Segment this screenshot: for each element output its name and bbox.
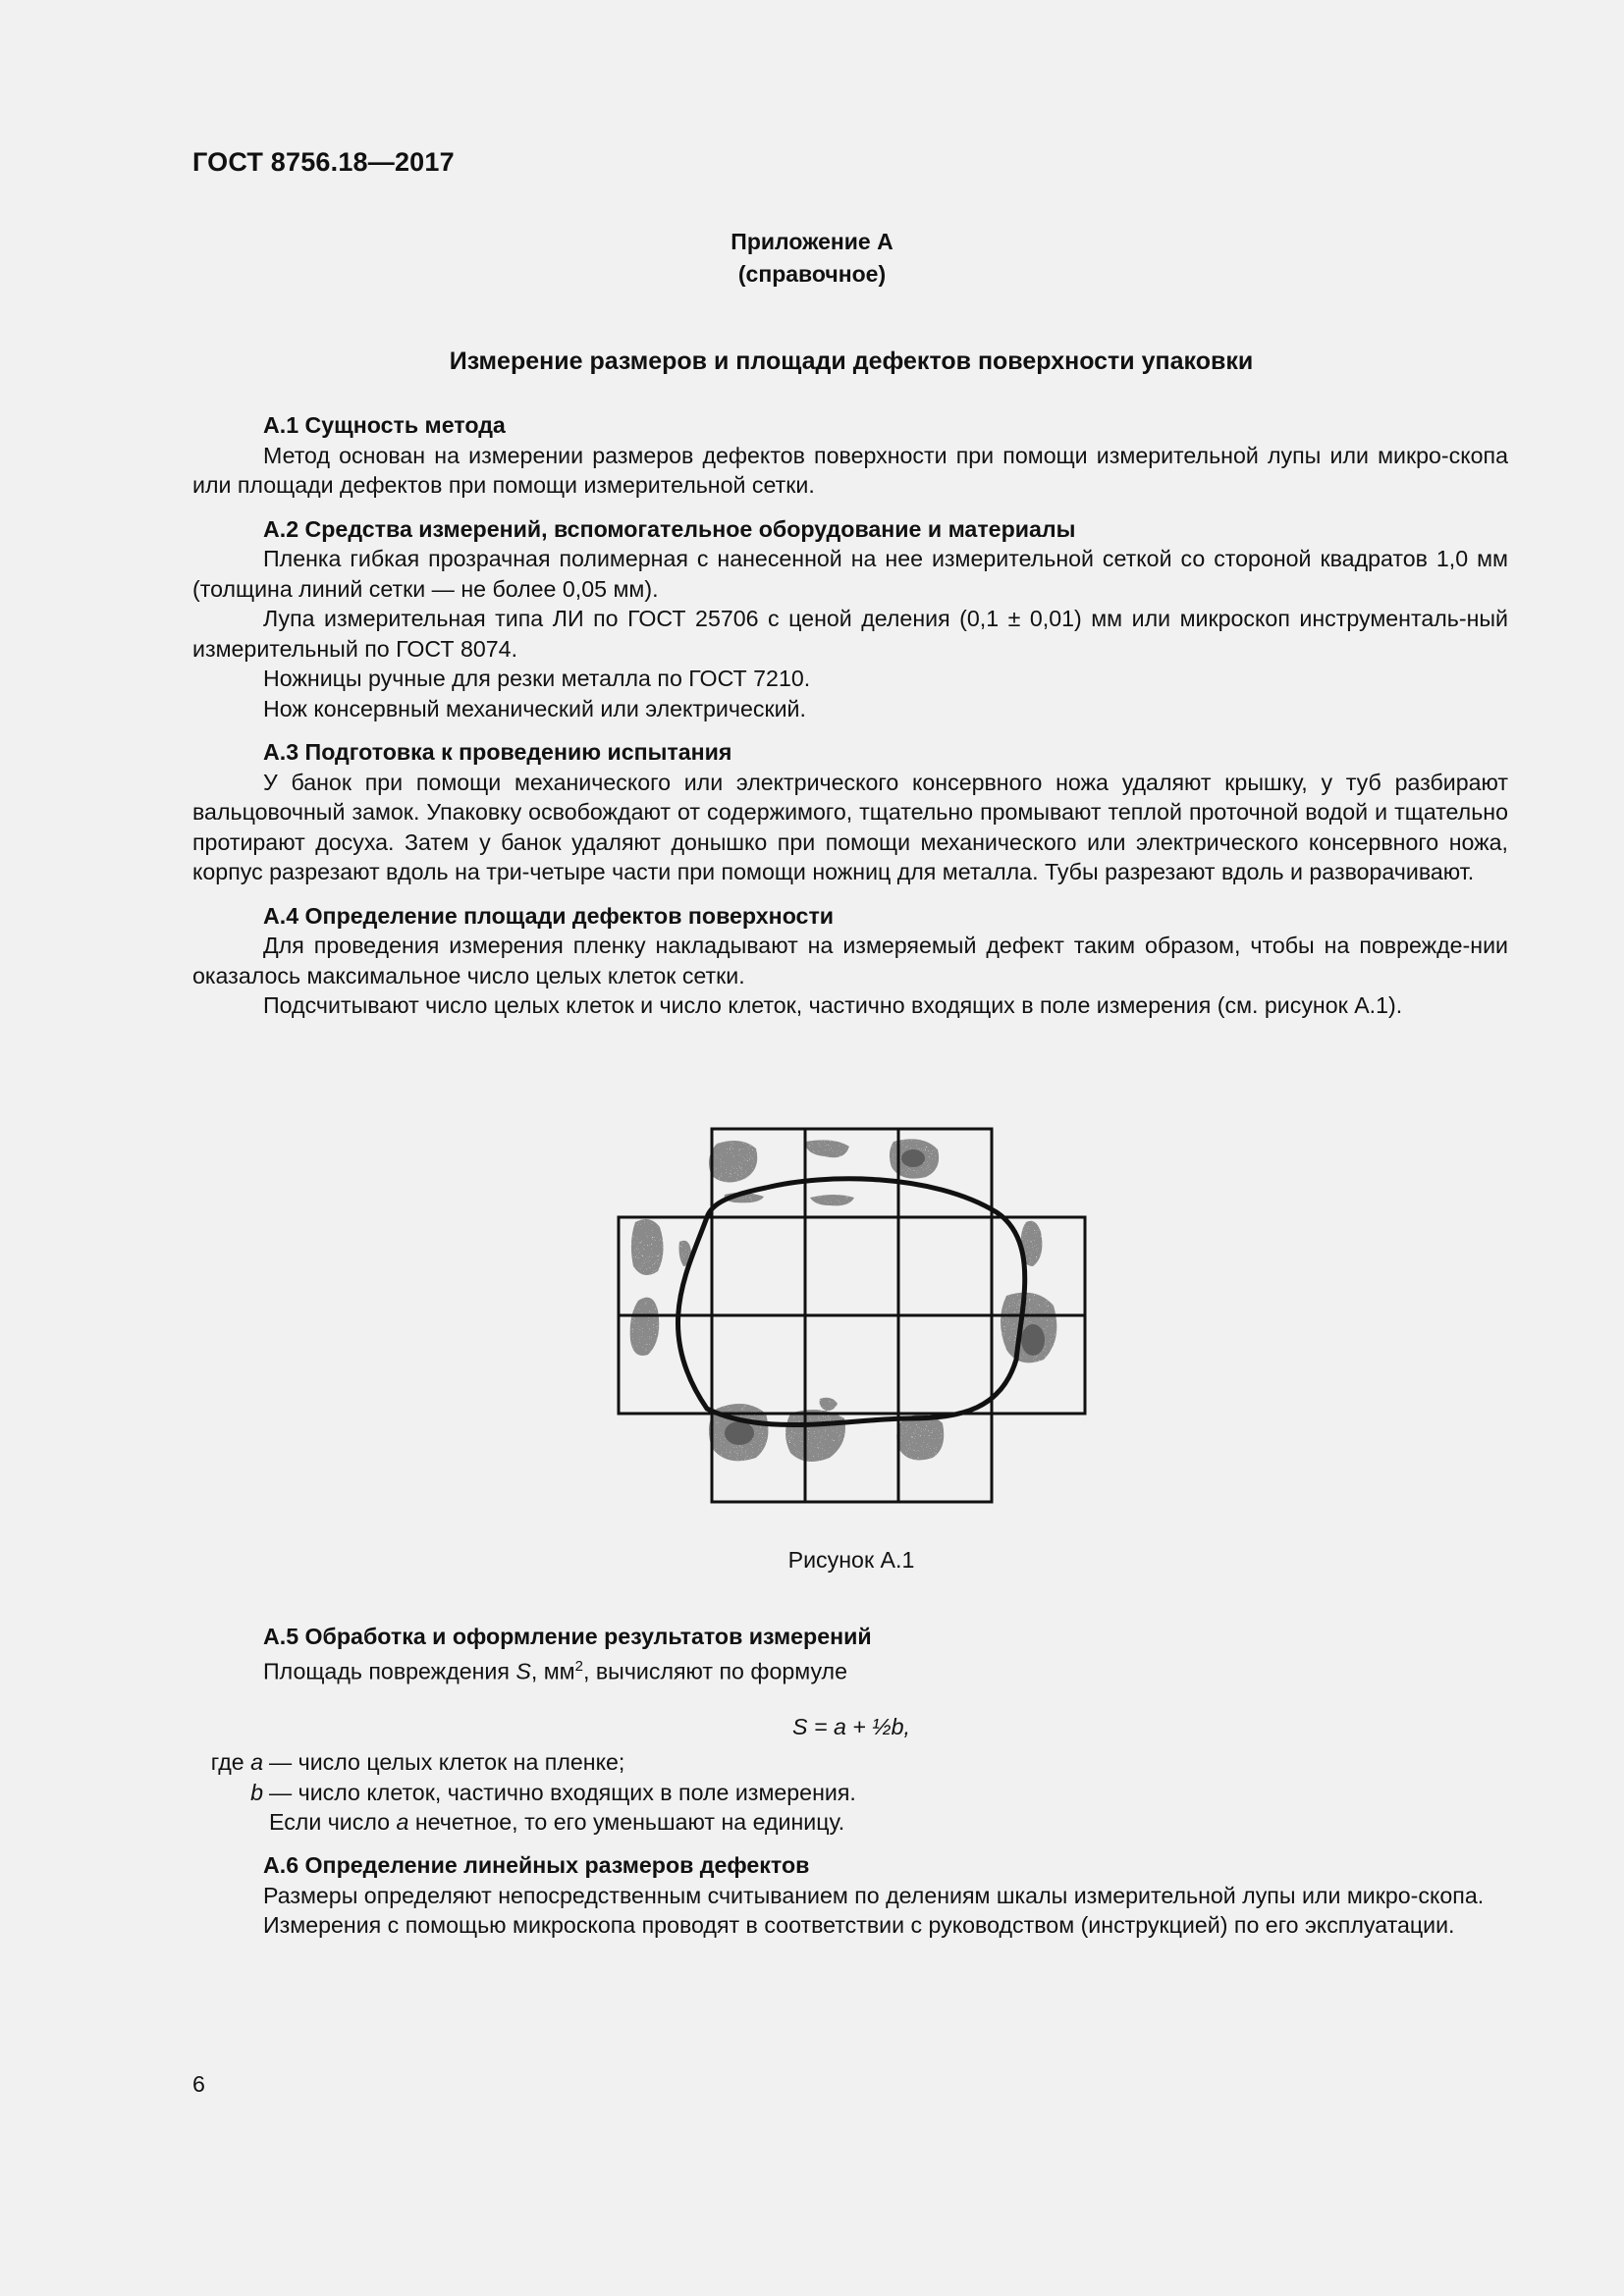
superscript: 2 — [574, 1657, 583, 1675]
var-label — [192, 1778, 269, 1808]
section-a3 — [192, 737, 1508, 887]
defect-outline — [677, 1179, 1024, 1425]
annex-heading — [0, 226, 1624, 291]
note-text — [269, 1807, 844, 1838]
paragraph: Пленка гибкая прозрачная полимерная с нанесенной на нее измерительной сеткой со стороной квадратов 1,0 мм (толщина линий сетки — не более 0,05 мм). — [192, 546, 1508, 602]
definition-text: — число целых клеток на пленке; — [269, 1749, 625, 1775]
text: , вычисляют по формуле — [582, 1658, 847, 1684]
paragraph: Для проведения измерения пленку накладывают на измеряемый дефект таким образом, чтобы на поврежде-нии оказалось максимальное число целых клеток сетки. — [192, 933, 1508, 988]
section-heading: А.2 Средства измерений, вспомогательное оборудование и материалы — [263, 515, 1076, 542]
annex-title: Измерение размеров и площади дефектов поверхности упаковки — [449, 347, 1254, 375]
text: , мм — [530, 1658, 575, 1684]
measurement-grid — [619, 1129, 1085, 1502]
text: нечетное, то его уменьшают на единицу. — [408, 1809, 845, 1835]
variable-b: b — [250, 1779, 263, 1805]
section-a2 — [192, 514, 1508, 724]
formula-definitions — [192, 1747, 1508, 1838]
variable-s: S — [515, 1658, 531, 1684]
paragraph: У банок при помощи механического или электрического консервного ножа удаляют крышку, у туб разбирают вальцовочный замок. Упаковку освобождают от содержимого, тщательно промывают теплой проточной водой и тщательно протирают досуха. Затем у банок удаляют донышко при помощи механического или электрического консервного ножа, корпус разрезают вдоль на три-четыре части при помощи ножниц для металла. Тубы разрезают вдоль и разворачивают. — [192, 769, 1508, 884]
section-a1 — [192, 410, 1508, 501]
section-heading: А.6 Определение линейных размеров дефектов — [263, 1852, 810, 1878]
formula: S = a + ½b, — [792, 1714, 910, 1739]
section-a5 — [192, 1622, 1508, 1686]
section-heading: А.4 Определение площади дефектов поверхности — [263, 902, 835, 929]
definition-a — [192, 1747, 1508, 1778]
figure-caption: Рисунок А.1 — [787, 1547, 915, 1573]
paragraph: Лупа измерительная типа ЛИ по ГОСТ 25706 с ценой деления (0,1 ± 0,01) мм или микроскоп инструменталь-ный измерительный по ГОСТ 8074. — [192, 606, 1508, 662]
figure-a1 — [609, 1124, 1100, 1517]
section-heading: А.3 Подготовка к проведению испытания — [263, 739, 732, 765]
section-heading: А.1 Сущность метода — [263, 412, 506, 438]
definition-b — [192, 1778, 1508, 1808]
where-word: где — [210, 1749, 244, 1775]
page-number: 6 — [192, 2071, 205, 2097]
text: Если число — [269, 1809, 397, 1835]
odd-note — [192, 1807, 1508, 1838]
section-a6 — [192, 1850, 1508, 1941]
measurement-grid-figure — [609, 1124, 1100, 1517]
paragraph: Размеры определяют непосредственным считыванием по делениям шкалы измерительной лупы или микро-скопа. — [263, 1882, 1485, 1908]
definition-text: — число клеток, частично входящих в поле измерения. — [269, 1779, 856, 1805]
defect-cores — [725, 1149, 1045, 1445]
sections-a1-a4 — [192, 410, 1508, 1035]
formula-intro — [192, 1652, 1508, 1686]
paragraph: Ножницы ручные для резки металла по ГОСТ 7210. — [263, 666, 811, 691]
variable-a: a — [250, 1749, 263, 1775]
where-label — [192, 1747, 269, 1778]
section-a4 — [192, 901, 1508, 1021]
section-heading: А.5 Обработка и оформление результатов измерений — [263, 1624, 872, 1649]
paragraph: Подсчитывают число целых клеток и число клеток, частично входящих в поле измерения (см. рисунок А.1). — [263, 992, 1403, 1018]
annex-status: (справочное) — [737, 261, 887, 287]
paragraph: Метод основан на измерении размеров дефектов поверхности при помощи измерительной лупы или микро-скопа или площади дефектов при помощи измерительной сетки. — [192, 442, 1508, 498]
annex-label: Приложение А — [731, 229, 893, 254]
document-header: ГОСТ 8756.18—2017 — [192, 147, 455, 177]
text: Площадь повреждения — [263, 1658, 516, 1684]
paragraph: Измерения с помощью микроскопа проводят в соответствии с руководством (инструкцией) по его эксплуатации. — [263, 1912, 1455, 1938]
paragraph: Нож консервный механический или электрический. — [263, 695, 806, 721]
variable-a: a — [396, 1809, 409, 1835]
